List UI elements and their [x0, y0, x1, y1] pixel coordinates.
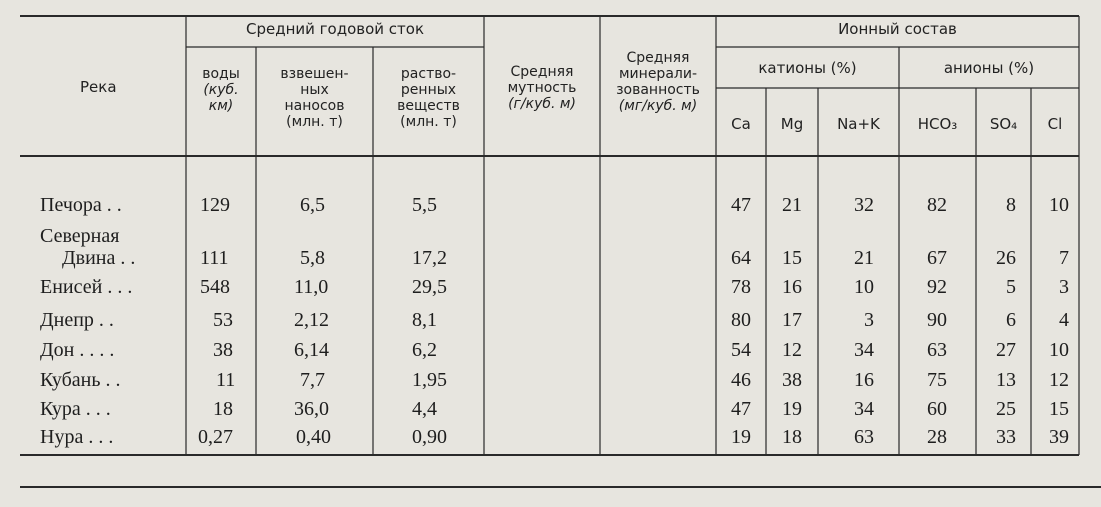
- cell-water: 548: [200, 276, 230, 298]
- cell-dissolved: 8,1: [412, 309, 437, 331]
- river-name: Двина . .: [62, 247, 136, 269]
- col-header-mg: Mg: [780, 115, 804, 133]
- cell-so4: 33: [996, 426, 1016, 448]
- cell-ca: 54: [731, 339, 751, 361]
- cell-dissolved: 6,2: [412, 339, 437, 361]
- col-header-ca: Ca: [731, 115, 751, 133]
- susp-line-4: (млн. т): [286, 114, 343, 130]
- cell-so4: 27: [996, 339, 1016, 361]
- cell-water: 129: [200, 194, 230, 216]
- cell-nak: 10: [854, 276, 874, 298]
- cell-nak: 34: [854, 398, 874, 420]
- col-header-so4: SO₄: [989, 115, 1018, 133]
- cell-so4: 6: [1006, 309, 1016, 331]
- cell-water: 53: [213, 309, 233, 331]
- col-header-mineralization: [602, 50, 714, 114]
- cell-cl: 7: [1059, 247, 1069, 269]
- cell-hco3: 75: [927, 369, 947, 391]
- river-name-line-1: Северная: [40, 225, 120, 247]
- cell-so4: 13: [996, 369, 1016, 391]
- cell-nak: 21: [854, 247, 874, 269]
- cell-cl: 3: [1059, 276, 1069, 298]
- river-name: Дон . . . .: [40, 339, 115, 361]
- turb-line-3: (г/куб. м): [508, 96, 576, 112]
- cell-dissolved: 4,4: [412, 398, 437, 420]
- susp-line-1: взвешен-: [280, 66, 349, 82]
- min-line-1: Средняя: [626, 50, 690, 66]
- river-name: Кубань . .: [40, 369, 121, 391]
- cell-nak: 63: [854, 426, 874, 448]
- cell-hco3: 82: [927, 194, 947, 216]
- cell-so4: 25: [996, 398, 1016, 420]
- cell-mg: 19: [782, 398, 802, 420]
- cell-mg: 12: [782, 339, 802, 361]
- col-header-annual-flow: Средний годовой сток: [245, 20, 425, 38]
- cell-cl: 10: [1049, 339, 1069, 361]
- cell-water: 111: [200, 247, 229, 269]
- water-line-2: (куб.: [203, 82, 239, 98]
- cell-ca: 47: [731, 398, 751, 420]
- cell-nak: 32: [854, 194, 874, 216]
- col-header-river: Река: [80, 78, 117, 96]
- cell-ca: 78: [731, 276, 751, 298]
- cell-mg: 38: [782, 369, 802, 391]
- cell-dissolved: 1,95: [412, 369, 447, 391]
- diss-line-2: ренных: [400, 82, 457, 98]
- col-header-water: [188, 66, 254, 114]
- turb-line-2: мутность: [507, 80, 577, 96]
- cell-hco3: 92: [927, 276, 947, 298]
- cell-hco3: 60: [927, 398, 947, 420]
- col-header-cl: Cl: [1047, 115, 1063, 133]
- cell-hco3: 67: [927, 247, 947, 269]
- diss-line-4: (млн. т): [400, 114, 457, 130]
- cell-cl: 15: [1049, 398, 1069, 420]
- cell-dissolved: 5,5: [412, 194, 437, 216]
- cell-ca: 80: [731, 309, 751, 331]
- col-header-nak: Na+K: [837, 115, 880, 133]
- cell-cl: 39: [1049, 426, 1069, 448]
- cell-ca: 47: [731, 194, 751, 216]
- cell-mg: 15: [782, 247, 802, 269]
- cell-cl: 12: [1049, 369, 1069, 391]
- river-name: Днепр . .: [40, 309, 114, 331]
- cell-cl: 4: [1059, 309, 1069, 331]
- cell-dissolved: 29,5: [412, 276, 447, 298]
- min-line-4: (мг/куб. м): [618, 98, 698, 114]
- cell-suspended: 36,0: [294, 398, 329, 420]
- river-name: Печора . .: [40, 194, 122, 216]
- cell-nak: 34: [854, 339, 874, 361]
- cell-hco3: 90: [927, 309, 947, 331]
- river-name: Кура . . .: [40, 398, 111, 420]
- cell-ca: 64: [731, 247, 751, 269]
- cell-dissolved: 0,90: [412, 426, 447, 448]
- cell-mg: 18: [782, 426, 802, 448]
- cell-water: 0,27: [198, 426, 233, 448]
- cell-suspended: 0,40: [296, 426, 331, 448]
- water-line-1: воды: [202, 66, 240, 82]
- col-header-suspended: [258, 66, 371, 130]
- river-name: Енисей . . .: [40, 276, 133, 298]
- susp-line-2: ных: [300, 82, 329, 98]
- cell-suspended: 7,7: [300, 369, 325, 391]
- cell-suspended: 6,14: [294, 339, 329, 361]
- cell-nak: 16: [854, 369, 874, 391]
- cell-nak: 3: [864, 309, 874, 331]
- col-header-dissolved: [375, 66, 482, 130]
- water-line-3: км): [208, 98, 234, 114]
- cell-suspended: 6,5: [300, 194, 325, 216]
- cell-ca: 46: [731, 369, 751, 391]
- min-line-3: зованность: [616, 82, 700, 98]
- turb-line-1: Средняя: [510, 64, 574, 80]
- cell-ca: 19: [731, 426, 751, 448]
- cell-so4: 5: [1006, 276, 1016, 298]
- cell-suspended: 5,8: [300, 247, 325, 269]
- col-header-anions: анионы (%): [943, 59, 1035, 77]
- cell-mg: 16: [782, 276, 802, 298]
- cell-cl: 10: [1049, 194, 1069, 216]
- cell-suspended: 11,0: [294, 276, 329, 298]
- min-line-2: минерали-: [619, 66, 697, 82]
- cell-water: 38: [213, 339, 233, 361]
- cell-hco3: 28: [927, 426, 947, 448]
- cell-suspended: 2,12: [294, 309, 329, 331]
- cell-mg: 21: [782, 194, 802, 216]
- river-name: Нура . . .: [40, 426, 114, 448]
- diss-line-1: раство-: [400, 66, 457, 82]
- cell-mg: 17: [782, 309, 802, 331]
- cell-so4: 8: [1006, 194, 1016, 216]
- diss-line-3: веществ: [397, 98, 460, 114]
- susp-line-3: наносов: [284, 98, 345, 114]
- cell-water: 11: [216, 369, 236, 391]
- col-header-turbidity: [486, 64, 598, 112]
- col-header-hco3: HCO₃: [917, 115, 958, 133]
- cell-dissolved: 17,2: [412, 247, 447, 269]
- cell-water: 18: [213, 398, 233, 420]
- col-header-ionic: Ионный состав: [838, 20, 957, 38]
- cell-so4: 26: [996, 247, 1016, 269]
- cell-hco3: 63: [927, 339, 947, 361]
- col-header-cations: катионы (%): [758, 59, 857, 77]
